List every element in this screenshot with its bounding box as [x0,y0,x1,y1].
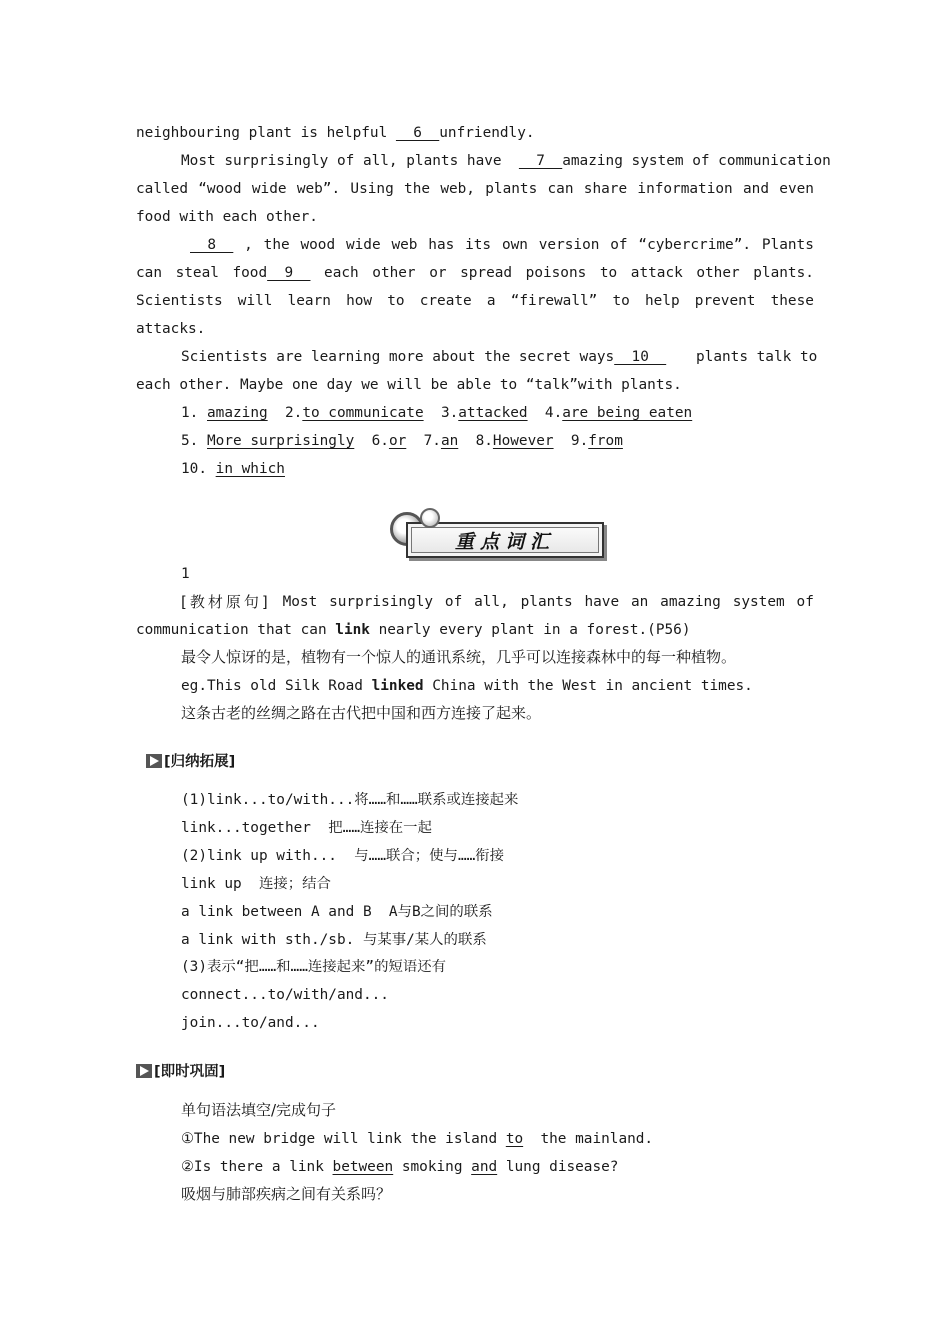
answer-3: attacked [458,405,528,421]
word: wide [345,237,381,253]
blank-7: 7 [518,153,563,169]
word: to [599,265,618,281]
word: plants [520,594,573,610]
word: each [324,265,359,281]
source-text: nearly every plant in a forest.(P56) [369,622,691,638]
expand-line: connect...to/with/and... [181,987,389,1003]
word: steal [175,265,219,281]
expand-line: a link between A and B A与B之间的联系 [181,904,493,920]
answer-10: in which [215,461,285,477]
answer-and: and [471,1159,498,1175]
passage-text: neighbouring plant is helpful [136,125,396,141]
word: plants. [753,265,814,281]
word: plants [485,181,538,197]
answer-number: 9. [570,433,589,449]
word: , [244,237,253,253]
answer-number: 10. [181,461,216,477]
word: wood [300,237,336,253]
section-title: 重点词汇 [454,530,555,553]
word: can [547,181,574,197]
passage-line: attacks. [136,321,206,337]
passage-line: each other. Maybe one day we will be able to “talk”with plants. [136,377,682,393]
word: web”. [296,181,341,197]
word: and [743,181,769,197]
word: Most [282,594,318,610]
source-translation: 最令人惊讶的是，植物有一个惊人的通讯系统，几乎可以连接森林中的每一种植物。 [181,648,737,666]
answer-number: 3. [440,405,459,421]
word: all, [474,594,509,610]
expand-label: [归纳拓展] [164,754,236,770]
word: will [237,293,273,309]
word: attack [630,265,683,281]
keyword-link: link [335,622,370,638]
word: amazing [660,594,721,610]
word: a [486,293,496,309]
word: to [612,293,630,309]
practice-label: [即时巩固] [154,1064,226,1080]
source-line [181,592,814,612]
example-text: China with the West in ancient times. [423,678,753,694]
word: how [346,293,373,309]
word: of [610,237,628,253]
question-text: ①The new bridge will link the island [181,1131,506,1147]
passage-line [136,179,814,199]
answer-2: to communicate [302,405,424,421]
answer-number: 4. [544,405,563,421]
answer-between: between [332,1159,394,1175]
blank-10: 10 [614,349,667,365]
section-banner [386,506,606,558]
question-text: lung disease? [497,1159,619,1175]
question-text: smoking [393,1159,472,1175]
word: version [538,237,600,253]
word: wide [251,181,287,197]
answer-1: amazing [207,405,268,421]
answer-number: 2. [284,405,303,421]
play-icon [136,1064,152,1078]
expand-line: (3)表示“把……和……连接起来”的短语还有 [181,959,447,975]
answer-row [181,403,692,423]
example-line [181,676,753,696]
word: has [428,237,455,253]
passage-text: Most surprisingly of all, plants have [181,153,519,169]
answer-row [181,431,623,451]
word: “firewall” [510,293,598,309]
word: other [372,265,416,281]
answer-4: are being eaten [562,405,693,421]
question-text: ②Is there a link [181,1159,333,1175]
blank-9: 9 [267,265,311,281]
passage-text: unfriendly. [439,125,535,141]
expand-line: (1)link...to/with...将……和……联系或连接起来 [181,792,519,808]
answer-8: However [492,433,554,449]
word: system [732,594,785,610]
word: of [444,594,463,610]
play-icon [146,754,162,768]
word: its [465,237,492,253]
passage-text: Scientists are learning more about the secret ways [181,349,615,365]
passage-text: amazing system of communication [562,153,831,169]
passage-line [136,123,535,143]
word: or [429,265,447,281]
blank-6: 6 [395,125,440,141]
answer-to: to [505,1131,524,1147]
word: have [584,594,620,610]
keyword-linked: linked [371,678,424,694]
answer-6: or [388,433,407,449]
passage-line: plants talk to [696,349,818,365]
word: prevent [694,293,756,309]
word: create [419,293,472,309]
word: can [136,265,162,281]
passage-line [136,291,814,311]
word: the [263,237,290,253]
example-translation: 这条古老的丝绸之路在古代把中国和西方连接了起来。 [181,704,542,722]
answer-number: 7. [423,433,441,449]
banner-inner [411,527,599,553]
word: help [644,293,680,309]
word: called [136,181,188,197]
word: share [583,181,628,197]
passage-line [181,347,666,367]
word: information [637,181,733,197]
source-line [136,620,691,640]
word: an [630,594,649,610]
answer-7: an [440,433,459,449]
practice-question-2 [181,1157,618,1177]
passage-line [181,151,831,171]
answer-number: 8. [475,433,493,449]
practice-tag [136,1060,225,1081]
word: own [501,237,528,253]
word: Using [350,181,394,197]
answer-5: More surprisingly [207,433,355,449]
passage-line [190,235,814,255]
answer-row [181,459,285,479]
entry-number: 1 [181,566,190,582]
expand-line: a link with sth./sb. 与某事/某人的联系 [181,932,487,948]
word: Plants [761,237,814,253]
word: these [770,293,814,309]
source-text: communication that can [136,622,336,638]
banner-box [406,522,604,558]
question-text: the mainland. [523,1131,654,1147]
expand-line: link up 连接；结合 [181,876,331,892]
word: food [232,265,268,281]
answer-number: 1. [181,405,207,421]
word: spread [460,265,513,281]
word: web, [440,181,475,197]
word: poisons [525,265,587,281]
food-blank-group [232,263,310,283]
expand-line: (2)link up with... 与……联合；使与……衔接 [181,848,505,864]
word: of [796,594,814,610]
passage-line [136,263,814,283]
expand-tag [146,750,235,771]
answer-number: 5. [181,433,207,449]
word: “cybercrime”. [638,237,752,253]
answer-number: 6. [371,433,389,449]
blank-8: 8 [190,237,234,253]
word: “wood [198,181,242,197]
word: the [404,181,431,197]
practice-translation: 吸烟与肺部疾病之间有关系吗？ [181,1185,392,1203]
source-label: [教材原句] [181,593,271,611]
word: other [696,265,740,281]
passage-line: food with each other. [136,209,318,225]
word: Scientists [136,293,223,309]
practice-heading: 单句语法填空/完成句子 [181,1101,337,1119]
expand-line: link...together 把……连接在一起 [181,820,432,836]
banner-small-circle-icon [420,508,440,528]
word: web [391,237,418,253]
word: learn [287,293,331,309]
word: surprisingly [329,594,434,610]
word: even [779,181,814,197]
example-text: eg.This old Silk Road [181,678,372,694]
word: to [387,293,405,309]
expand-line: join...to/and... [181,1015,320,1031]
answer-9: from [588,433,623,449]
practice-question-1 [181,1129,653,1149]
